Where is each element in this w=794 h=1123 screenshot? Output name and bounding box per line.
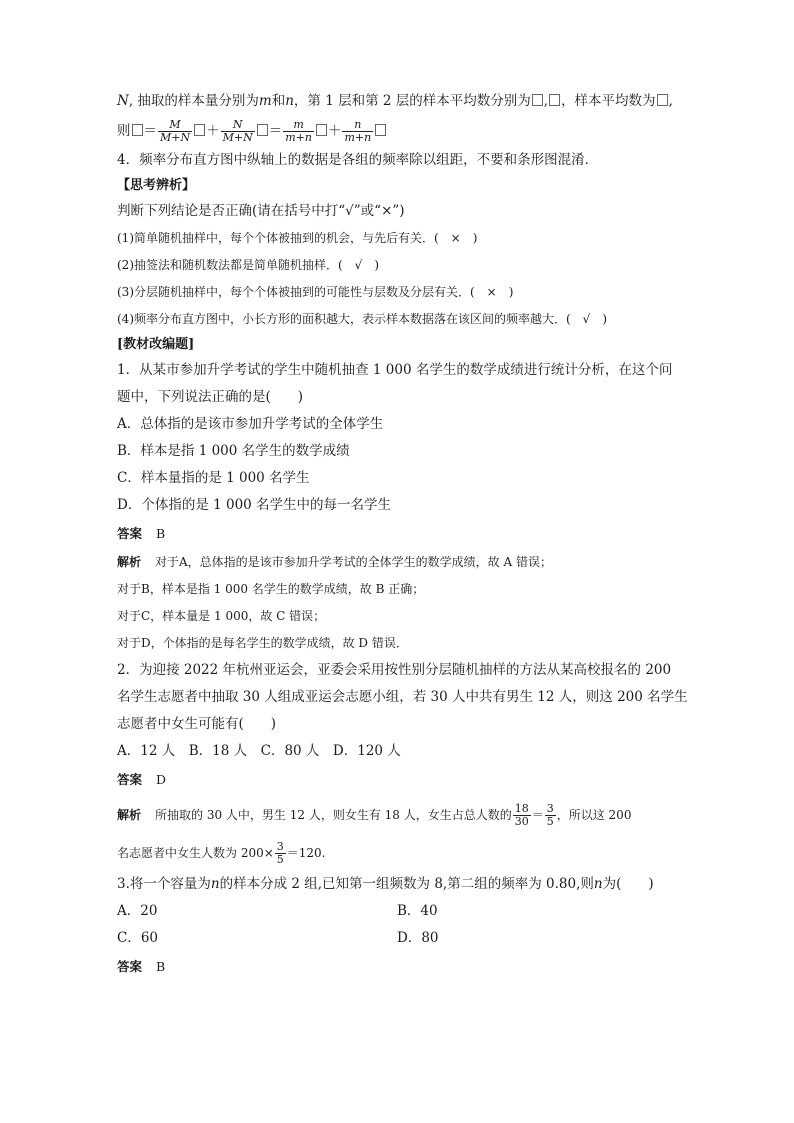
q3-option: D．80 bbox=[397, 930, 439, 946]
missing-glyph-box bbox=[194, 124, 205, 136]
intro-text: ，样本平均数为 bbox=[561, 93, 656, 109]
section-header-textbook: [教材改编题] bbox=[117, 337, 195, 352]
missing-glyph-box bbox=[657, 94, 668, 106]
fraction-numerator: 3 bbox=[546, 802, 554, 815]
missing-glyph-box bbox=[549, 94, 560, 106]
q1-option: D．个体指的是 1 000 名学生中的每一名学生 bbox=[117, 497, 392, 513]
fraction-denominator: m+n bbox=[285, 131, 312, 144]
intro-text: 和 bbox=[271, 93, 286, 109]
answer-label: 答案 bbox=[117, 526, 143, 541]
q1-stem: 题中，下列说法正确的是( ) bbox=[117, 389, 304, 405]
analysis-text: 所抽取的 30 人中，男生 12 人，则女生有 18 人，女生占总人数的 bbox=[155, 808, 512, 822]
missing-glyph-box bbox=[132, 124, 143, 136]
var-m: m bbox=[258, 93, 272, 109]
document-page bbox=[117, 88, 688, 982]
fraction-denominator: 5 bbox=[546, 815, 554, 828]
var-n: n bbox=[593, 876, 603, 892]
fraction-numerator: 18 bbox=[514, 802, 529, 815]
section-header-think: 【思考辨析】 bbox=[117, 178, 196, 193]
q1-analysis: 对于C，样本量是 1 000，故 C 错误； bbox=[117, 609, 326, 623]
think-prompt: 判断下列结论是否正确(请在括号中打“√”或“×”) bbox=[117, 203, 405, 219]
q2-stem: 2．为迎接 2022 年杭州亚运会，亚委会采用按性别分层随机抽样的方法从某高校报名的 200 bbox=[117, 662, 672, 678]
q3-stem bbox=[117, 871, 677, 898]
intro-text: ，第 1 层和第 2 层的样本平均数分别为 bbox=[293, 93, 531, 109]
fraction-denominator: m+n bbox=[344, 131, 372, 144]
missing-glyph-box bbox=[257, 124, 268, 136]
intro-line-1: N, 抽取的样本量分别为m和n，第 1 层和第 2 层的样本平均数分别为 , ，样本平均数为 , bbox=[117, 93, 673, 109]
fraction-3-5 bbox=[275, 841, 286, 866]
fraction-18-30 bbox=[513, 803, 531, 828]
analysis-text: 对于A，总体指的是该市参加升学考试的全体学生的数学成绩，故 A 错误； bbox=[155, 555, 552, 569]
q3-stem-text: 为( ) bbox=[602, 876, 654, 892]
analysis-label: 解析 bbox=[117, 555, 142, 569]
q2-analysis bbox=[117, 835, 677, 871]
missing-glyph-box bbox=[316, 124, 327, 136]
fraction-numerator: n bbox=[342, 119, 373, 132]
formula-line: 则 ＝ $\frac{M}{M+N}$ ＋ $\frac{N}{M+N}$ ＝ $\frac{m}{m+n}$ ＋ $\frac{n}{m+n}$ bbox=[117, 115, 677, 147]
think-item: (3)分层随机抽样中，每个个体被抽到的可能性与层数及分层有关．( × ) bbox=[117, 285, 514, 299]
q3-options-row bbox=[117, 898, 677, 925]
fraction-numerator: m bbox=[283, 119, 314, 132]
q3-option: B．40 bbox=[397, 903, 438, 919]
fraction-numerator: M bbox=[158, 119, 192, 132]
q1-answer bbox=[117, 519, 677, 549]
var-n: n bbox=[210, 876, 220, 892]
formula-prefix: 则 bbox=[117, 123, 131, 139]
fraction-m-over-mn bbox=[283, 119, 314, 144]
analysis-label: 解析 bbox=[117, 808, 142, 822]
intro-text: , 抽取的样本量分别为 bbox=[128, 93, 259, 109]
fraction-N-over-MN bbox=[221, 119, 255, 144]
q2-stem: 名学生志愿者中抽取 30 人组成亚运会志愿小组，若 30 人中共有男生 12 人，则这 200 名学生 bbox=[117, 689, 688, 705]
fraction-denominator: 5 bbox=[276, 853, 284, 866]
q1-analysis bbox=[117, 549, 677, 576]
q3-stem-text: 的样本分成 2 组,已知第一组频数为 8,第二组的频率为 0.80,则 bbox=[219, 876, 594, 892]
fraction-n-over-mn bbox=[342, 119, 373, 144]
fraction-numerator: N bbox=[221, 119, 255, 132]
answer-value: B bbox=[156, 526, 166, 541]
item-4: 4．频率分布直方图中纵轴上的数据是各组的频率除以组距，不要和条形图混淆． bbox=[117, 152, 599, 168]
fraction-M-over-MN bbox=[158, 119, 192, 144]
fraction-numerator: 3 bbox=[276, 840, 284, 853]
q3-stem-text: 3.将一个容量为 bbox=[117, 876, 211, 892]
q1-option: B．样本是指 1 000 名学生的数学成绩 bbox=[117, 443, 350, 459]
fraction-denominator: M+N bbox=[160, 131, 191, 144]
q1-analysis: 对于D，个体指的是每名学生的数学成绩，故 D 错误． bbox=[117, 636, 408, 650]
answer-label: 答案 bbox=[117, 772, 143, 787]
q1-option: C．样本量指的是 1 000 名学生 bbox=[117, 470, 310, 486]
think-item: (4)频率分布直方图中，小长方形的面积越大，表示样本数据落在该区间的频率越大．( √ ) bbox=[117, 312, 608, 326]
fraction-denominator: M+N bbox=[222, 131, 253, 144]
answer-label: 答案 bbox=[117, 959, 143, 974]
q1-stem: 1．从某市参加升学考试的学生中随机抽查 1 000 名学生的数学成绩进行统计分析，在这个问 bbox=[117, 362, 673, 378]
missing-glyph-box bbox=[375, 124, 386, 136]
q1-analysis: 对于B，样本是指 1 000 名学生的数学成绩，故 B 正确； bbox=[117, 582, 425, 596]
q3-answer bbox=[117, 952, 677, 982]
answer-value: B bbox=[156, 959, 166, 974]
q2-stem: 志愿者中女生可能有( ) bbox=[117, 716, 277, 732]
q1-option: A．总体指的是该市参加升学考试的全体学生 bbox=[117, 416, 384, 432]
equals-sign: ＝ bbox=[531, 808, 544, 822]
fraction-3-5 bbox=[545, 803, 556, 828]
var-N: N bbox=[117, 93, 129, 109]
q3-option: A．20 bbox=[117, 903, 158, 919]
q3-options-row bbox=[117, 925, 677, 952]
analysis-text: ，所以这 200 bbox=[556, 808, 632, 822]
q2-options: A．12 人 B．18 人 C．80 人 D．120 人 bbox=[117, 743, 401, 759]
think-item: (2)抽签法和随机数法都是简单随机抽样．( √ ) bbox=[117, 258, 380, 272]
answer-value: D bbox=[156, 772, 167, 787]
var-n: n bbox=[285, 93, 294, 109]
missing-glyph-box bbox=[532, 94, 543, 106]
q2-analysis bbox=[117, 795, 677, 835]
q2-answer bbox=[117, 765, 677, 795]
fraction-denominator: 30 bbox=[514, 815, 529, 828]
analysis-text: 名志愿者中女生人数为 200× bbox=[117, 846, 274, 860]
analysis-text: ＝120. bbox=[286, 846, 326, 860]
q3-option: C．60 bbox=[117, 930, 159, 946]
think-item: (1)简单随机抽样中，每个个体被抽到的机会，与先后有关．( × ) bbox=[117, 231, 478, 245]
